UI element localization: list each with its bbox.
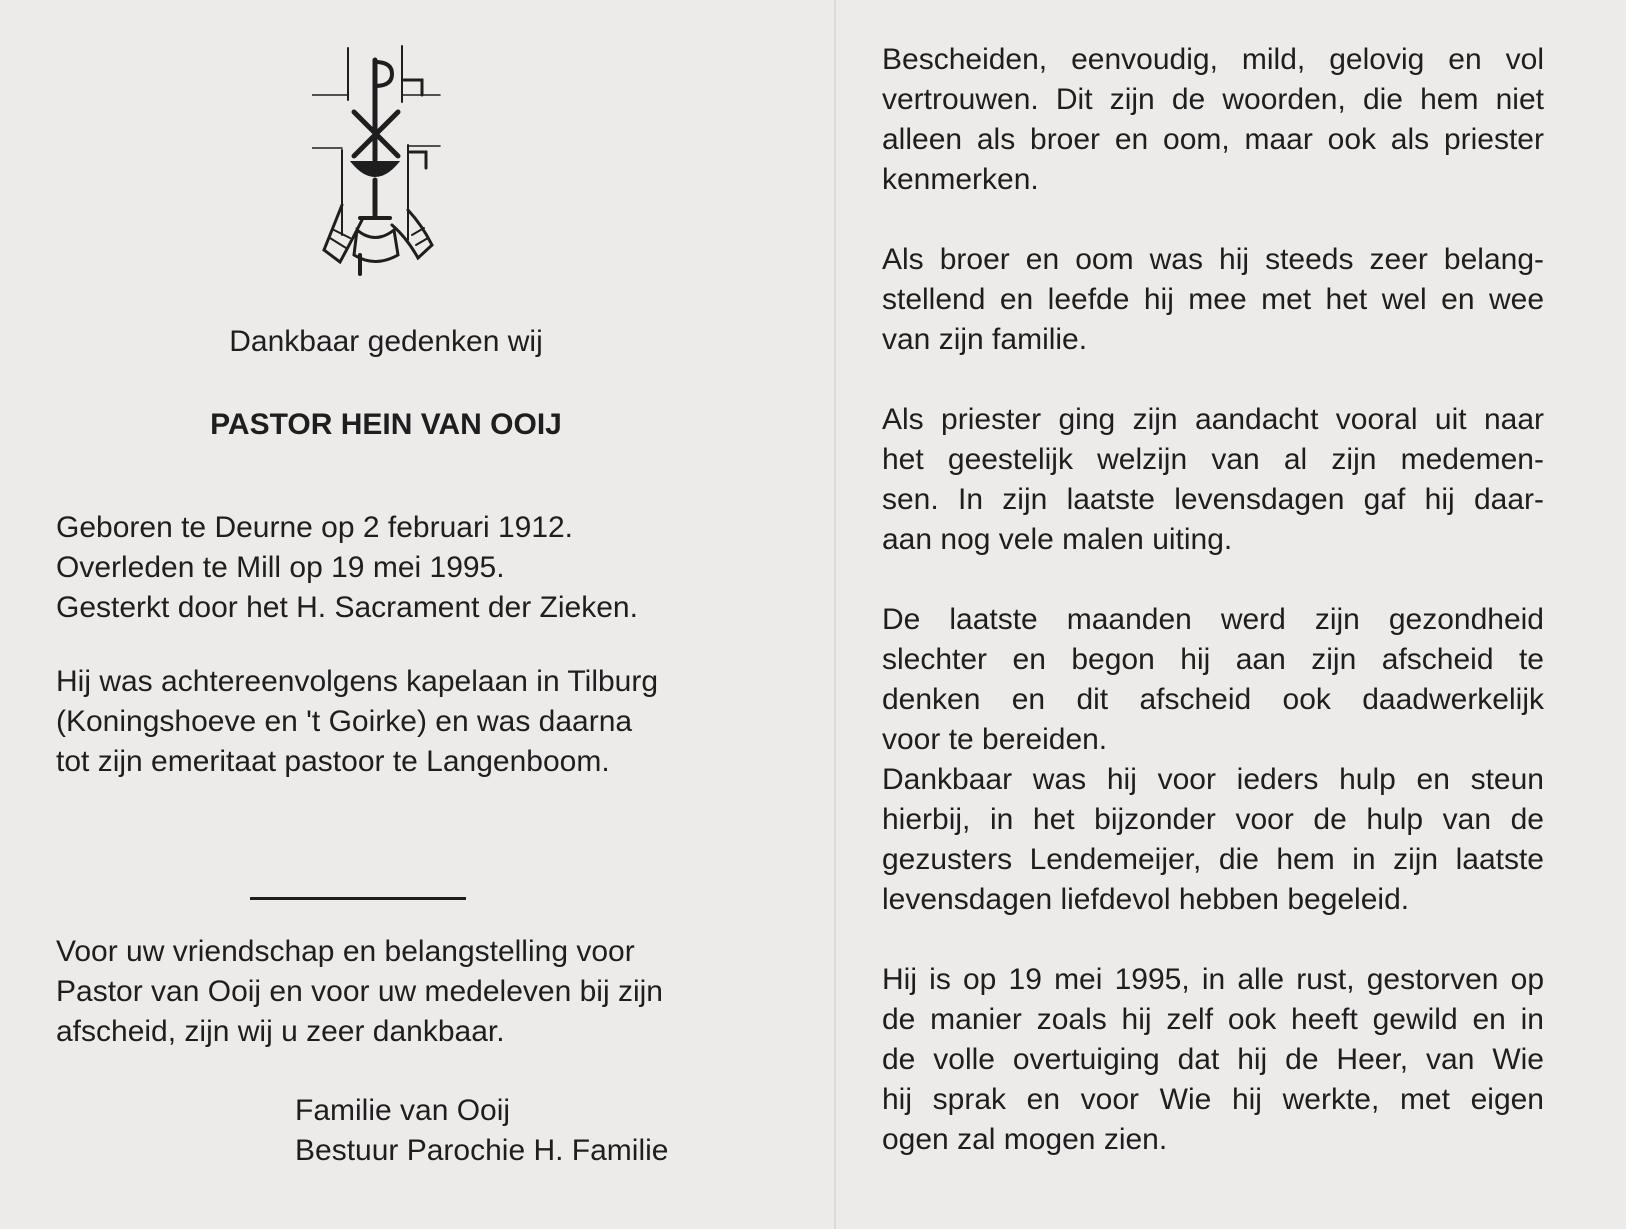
- death-line: Overleden te Mill op 19 mei 1995.: [56, 551, 505, 584]
- biography-paragraph: [882, 960, 1544, 1160]
- paragraph-line: Hij is op 19 mei 1995, in alle rust, gestorven op: [882, 963, 1544, 996]
- paragraph-line: voor te bereiden.: [882, 723, 1108, 756]
- paragraph-line: het geestelijk welzijn van al zijn medemen-: [882, 443, 1544, 476]
- biography-paragraph: [882, 240, 1544, 360]
- thanks-block: [56, 932, 663, 1052]
- intro-line: Dankbaar gedenken wij: [229, 325, 543, 358]
- paragraph-line: hierbij, in het bijzonder voor de hulp van de: [882, 803, 1544, 836]
- career-block: [56, 662, 658, 782]
- paragraph-line: Als priester ging zijn aandacht vooral uit naar: [882, 403, 1544, 436]
- dates-block: [56, 508, 638, 628]
- paragraph-line: de manier zoals hij zelf ook heeft gewild en in: [882, 1003, 1544, 1036]
- card-fold: [834, 0, 836, 1229]
- paragraph-line: hij sprak en voor Wie hij werkte, met eigen: [882, 1083, 1544, 1116]
- sacrament-line: Gesterkt door het H. Sacrament der Zieken.: [56, 591, 638, 624]
- paragraph-line: kenmerken.: [882, 163, 1039, 196]
- paragraph-line: denken en dit afscheid ook daadwerkelijk: [882, 683, 1544, 716]
- paragraph-line: Dankbaar was hij voor ieders hulp en steun: [882, 763, 1544, 796]
- divider-line: [250, 897, 466, 900]
- paragraph-line: De laatste maanden werd zijn gezondheid: [882, 603, 1544, 636]
- paragraph-line: Bescheiden, eenvoudig, mild, gelovig en vol: [882, 43, 1544, 76]
- thanks-line: afscheid, zijn wij u zeer dankbaar.: [56, 1015, 505, 1048]
- paragraph-line: aan nog vele malen uiting.: [882, 523, 1233, 556]
- biography-paragraph: [882, 40, 1544, 200]
- paragraph-line: sen. In zijn laatste levensdagen gaf hij daar-: [882, 483, 1544, 516]
- career-line: Hij was achtereenvolgens kapelaan in Tilburg: [56, 665, 659, 698]
- signature-block: [295, 1091, 668, 1171]
- paragraph-line: de volle overtuiging dat hij de Heer, van Wie: [882, 1043, 1544, 1076]
- thanks-line: Voor uw vriendschap en belangstelling voor: [56, 935, 635, 968]
- chi-rho-chalice-icon: [312, 40, 462, 280]
- biography-column: [882, 40, 1544, 1200]
- signature-parish: Bestuur Parochie H. Familie: [295, 1134, 669, 1167]
- birth-line: Geboren te Deurne op 2 februari 1912.: [56, 511, 574, 544]
- paragraph-line: Als broer en oom was hij steeds zeer belang-: [882, 243, 1544, 276]
- paragraph-line: vertrouwen. Dit zijn de woorden, die hem niet: [882, 83, 1544, 116]
- paragraph-line: slechter en begon hij aan zijn afscheid te: [882, 643, 1544, 676]
- thanks-line: Pastor van Ooij en voor uw medeleven bij zijn: [56, 975, 663, 1008]
- paragraph-line: ogen zal mogen zien.: [882, 1123, 1168, 1156]
- paragraph-line: alleen als broer en oom, maar ook als priester: [882, 123, 1544, 156]
- signature-family: Familie van Ooij: [295, 1094, 511, 1127]
- career-line: tot zijn emeritaat pastoor te Langenboom.: [56, 745, 610, 778]
- paragraph-line: levensdagen liefdevol hebben begeleid.: [882, 883, 1410, 916]
- deceased-name: PASTOR HEIN VAN OOIJ: [210, 408, 562, 441]
- biography-paragraph: [882, 600, 1544, 920]
- paragraph-line: gezusters Lendemeijer, die hem in zijn laatste: [882, 843, 1544, 876]
- paragraph-line: stellend en leefde hij mee met het wel en wee: [882, 283, 1544, 316]
- paragraph-line: van zijn familie.: [882, 323, 1088, 356]
- career-line: (Koningshoeve en 't Goirke) en was daarna: [56, 705, 633, 738]
- biography-paragraph: [882, 400, 1544, 560]
